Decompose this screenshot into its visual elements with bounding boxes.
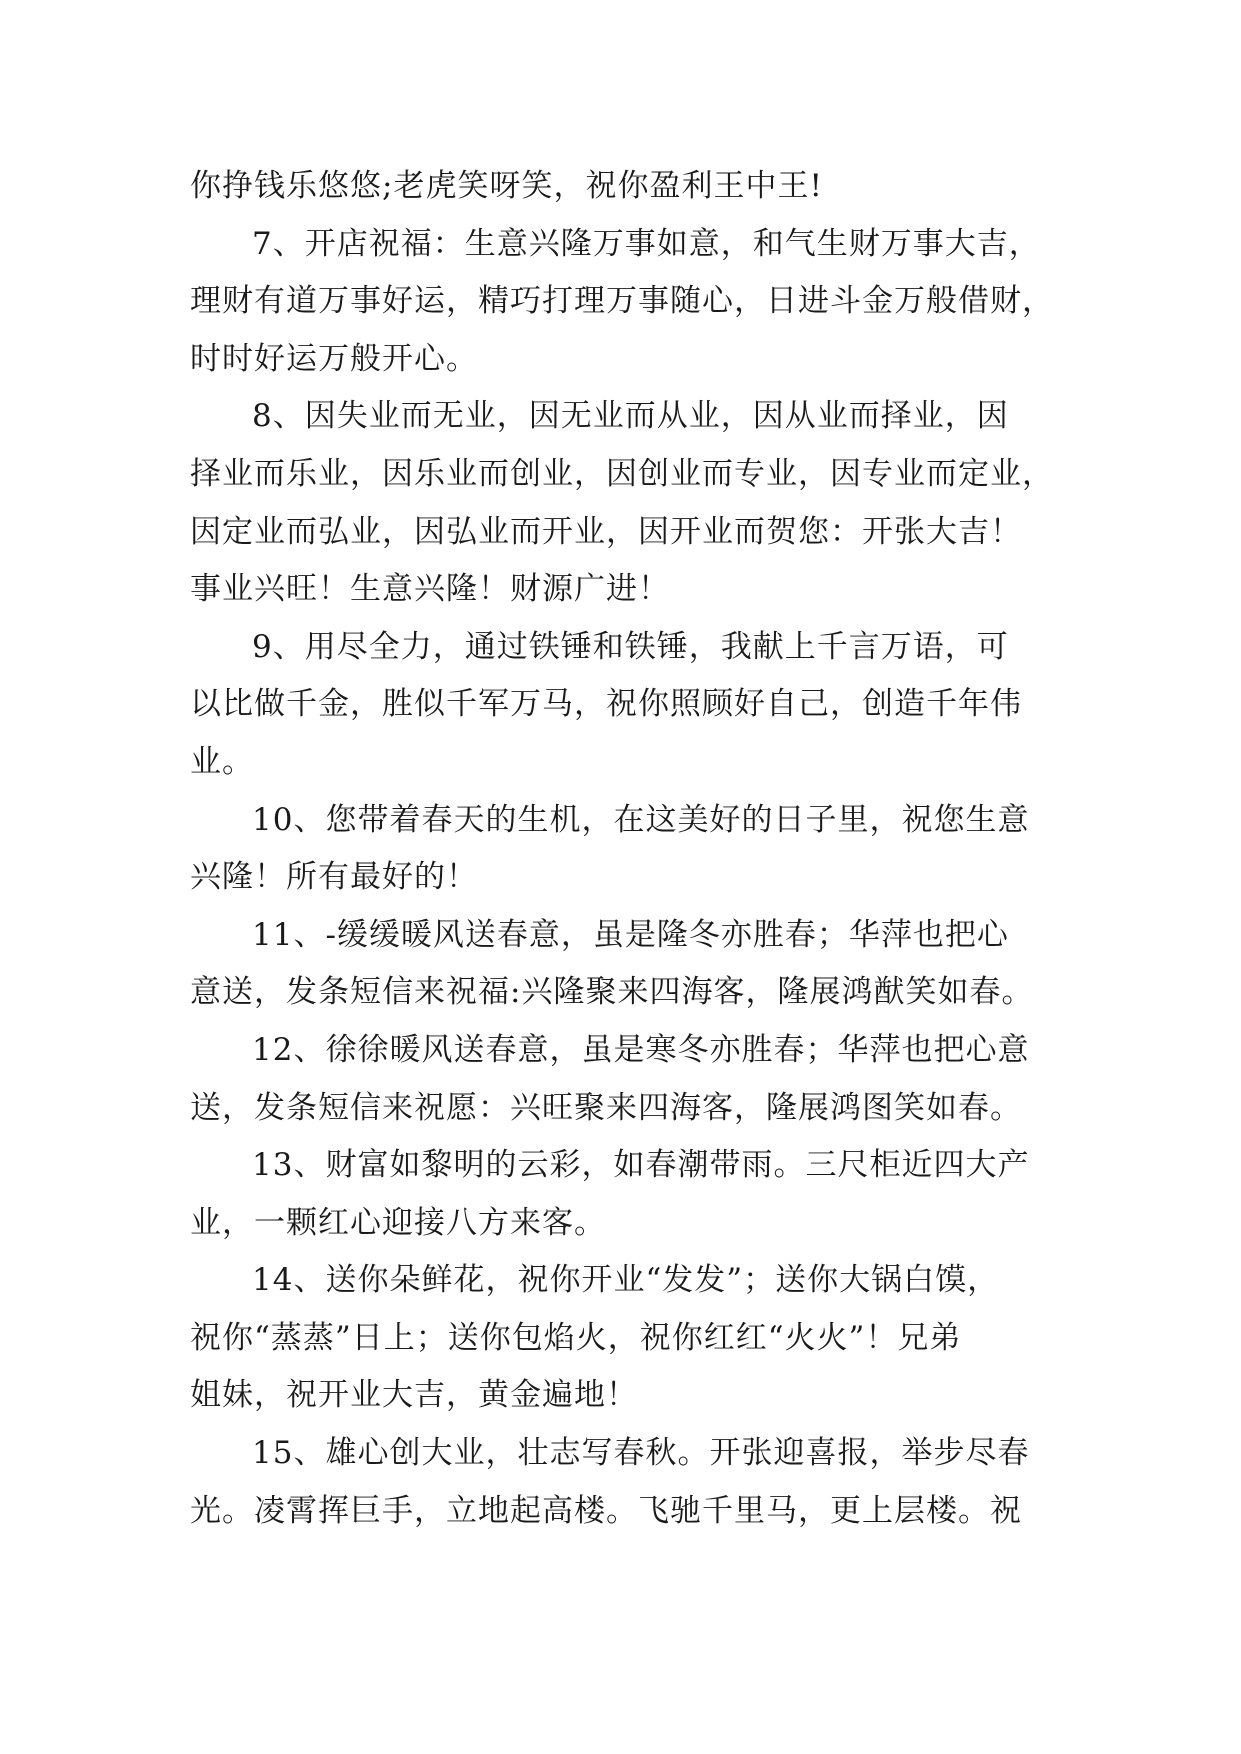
text-line: 业。 xyxy=(190,743,254,780)
text-line: 11、-缓缓暖风送春意，虽是隆冬亦胜春；华萍也把心 xyxy=(252,916,1009,953)
text-line: 14、送你朵鲜花，祝你开业“发发”；送你大锅白馍， xyxy=(252,1262,1000,1299)
text-line: 送，发条短信来祝愿：兴旺聚来四海客，隆展鸿图笑如春。 xyxy=(190,1089,1022,1126)
text-line: 时时好运万般开心。 xyxy=(190,340,478,377)
text-line: 15、雄心创大业，壮志写春秋。开张迎喜报，举步尽春 xyxy=(252,1435,1030,1472)
text-line: 13、财富如黎明的云彩，如春潮带雨。三尺柜近四大产 xyxy=(252,1147,1030,1184)
text-line: 9、用尽全力，通过铁锤和铁锤，我献上千言万语，可 xyxy=(252,628,1009,665)
text-line: 8、因失业而无业，因无业而从业，因从业而择业，因 xyxy=(252,398,1009,435)
text-line: 祝你“蒸蒸”日上；送你包焰火，祝你红红“火火”！兄弟 xyxy=(190,1319,962,1356)
text-line: 7、开店祝福：生意兴隆万事如意，和气生财万事大吉， xyxy=(252,225,1041,262)
text-line: 以比做千金，胜似千军万马，祝你照顾好自己，创造千年伟 xyxy=(190,686,1022,723)
text-line: 你挣钱乐悠悠;老虎笑呀笑，祝你盈利王中王! xyxy=(190,168,823,204)
text-line: 理财有道万事好运，精巧打理万事随心，日进斗金万般借财， xyxy=(190,283,1054,320)
text-line: 光。凌霄挥巨手，立地起高楼。飞驰千里马，更上层楼。祝 xyxy=(190,1492,1022,1529)
text-line: 12、徐徐暖风送春意，虽是寒冬亦胜春；华萍也把心意 xyxy=(252,1031,1030,1068)
text-line: 兴隆！所有最好的！ xyxy=(190,859,478,896)
text-line: 因定业而弘业，因弘业而开业，因开业而贺您：开张大吉！ xyxy=(190,513,1022,550)
text-line: 意送，发条短信来祝福:兴隆聚来四海客，隆展鸿猷笑如春。 xyxy=(190,974,1034,1011)
body-text xyxy=(190,158,1070,1540)
text-line: 事业兴旺！生意兴隆！财源广进！ xyxy=(190,571,670,608)
text-line: 10、您带着春天的生机，在这美好的日子里，祝您生意 xyxy=(252,801,1030,838)
text-line: 姐妹，祝开业大吉，黄金遍地！ xyxy=(190,1377,638,1414)
text-line: 择业而乐业，因乐业而创业，因创业而专业，因专业而定业， xyxy=(190,455,1054,492)
text-line: 业，一颗红心迎接八方来客。 xyxy=(190,1204,606,1241)
